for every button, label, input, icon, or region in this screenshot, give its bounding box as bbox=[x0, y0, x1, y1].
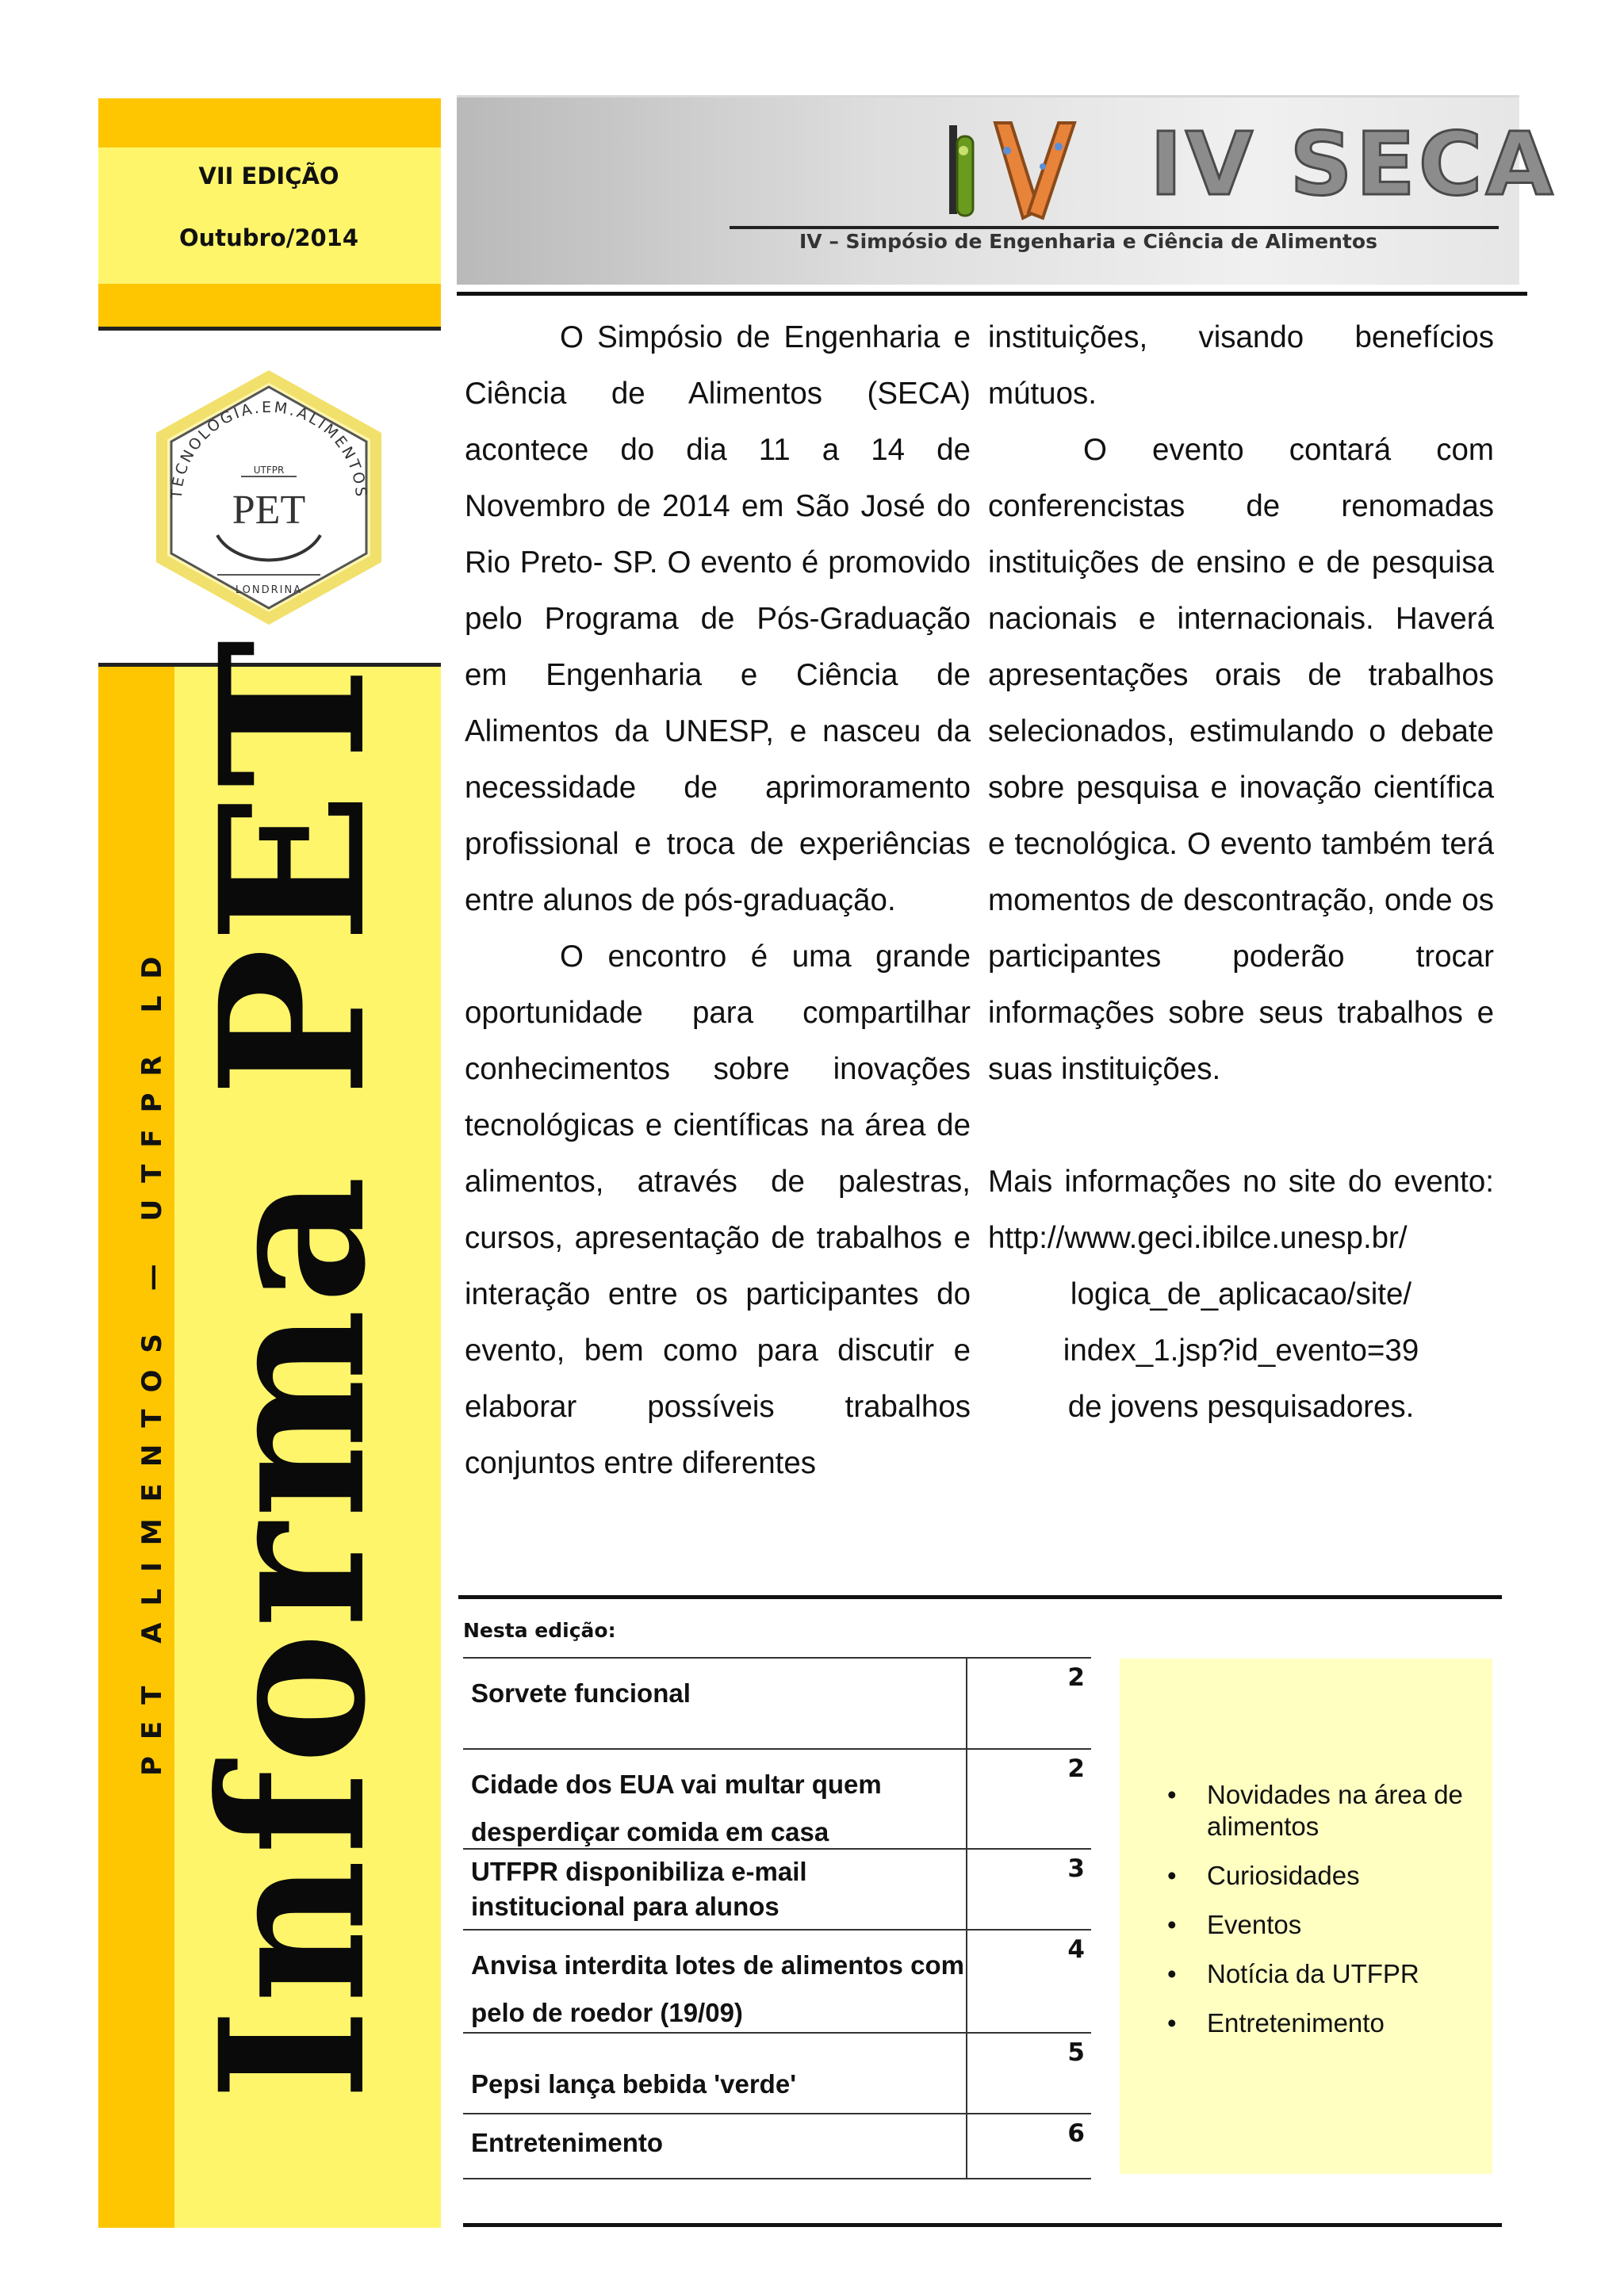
footer-rule bbox=[463, 2223, 1502, 2227]
toc-page: 2 bbox=[966, 1659, 1091, 1748]
banner-title: IV SECA bbox=[1150, 113, 1557, 215]
table-row[interactable] bbox=[463, 1850, 1091, 1931]
sidebar-top-band bbox=[98, 98, 441, 147]
toc-title: Entretenimento bbox=[471, 2128, 664, 2157]
toc-page: 2 bbox=[966, 1750, 1091, 1848]
bullet-icon: • bbox=[1167, 1861, 1177, 1890]
toc-page: 6 bbox=[966, 2114, 1091, 2178]
banner-subtitle: IV – Simpósio de Engenharia e Ciência de Alimentos bbox=[799, 230, 1377, 253]
toc-title: Sorvete funcional bbox=[471, 1678, 691, 1708]
toc-title: Cidade dos EUA vai multar quem desperdiçar comida em casa bbox=[471, 1770, 882, 1846]
toc-page: 3 bbox=[966, 1850, 1091, 1929]
toc-title: Pepsi lança bebida 'verde' bbox=[471, 2069, 797, 2099]
logo-institution: UTFPR bbox=[253, 465, 285, 476]
toc-title: Anvisa interdita lotes de alimentos com pelo de roedor (19/09) bbox=[471, 1950, 964, 2027]
topic-label: Curiosidades bbox=[1207, 1861, 1360, 1890]
article-column-1 bbox=[465, 309, 971, 1491]
topics-box bbox=[1120, 1659, 1492, 2174]
edition-date: Outubro/2014 bbox=[178, 224, 359, 251]
bullet-icon: • bbox=[1167, 1780, 1177, 1809]
article-paragraph: instituições, visando benefícios mútuos. bbox=[988, 320, 1494, 411]
contents-heading: Nesta edição: bbox=[463, 1619, 616, 1642]
test-tubes-icon bbox=[940, 119, 1146, 222]
url-line: index_1.jsp?id_evento=39 bbox=[1063, 1334, 1419, 1368]
article-paragraph: O evento contará com conferencistas de renomadas instituições de ensino e de pesquisa nacionais e internacionais. Haverá apresentações orais de trabalhos selecionados, estimulando o debate sobre pesquisa e inovação científica e tecnológica. O evento também terá momentos de descontração, onde os participantes poderão trocar informações sobre seus trabalhos e suas instituições. bbox=[988, 433, 1494, 1086]
logo-arc-text: TECNOLOGIA.EM.ALIMENTOS bbox=[167, 398, 370, 499]
pet-logo bbox=[98, 333, 439, 666]
bullet-icon: • bbox=[1167, 1910, 1177, 1939]
topic-label: Novidades na área de alimentos bbox=[1207, 1780, 1463, 1841]
sidebar-mid-band bbox=[98, 284, 441, 327]
edition-block bbox=[98, 163, 439, 286]
banner-rule bbox=[730, 226, 1499, 229]
list-item bbox=[1167, 2007, 1484, 2039]
article-paragraph: O encontro é uma grande oportunidade para compartilhar conhecimentos sobre inovações tecnológicas e científicas na área de alimentos, através de palestras, cursos, apresentação de trabalhos e interação entre os participantes do evento, bem como para discutir e elaborar possíveis trabalhos conjuntos entre diferentes bbox=[465, 939, 971, 1480]
header-rule bbox=[457, 292, 1527, 296]
section-rule bbox=[458, 1595, 1502, 1599]
topic-label: Eventos bbox=[1207, 1910, 1302, 1939]
sidebar-vertical-caption: PET ALIMENTOS — UTFPR LD bbox=[136, 939, 168, 1776]
list-item bbox=[1167, 1958, 1484, 1990]
article-paragraph: O Simpósio de Engenharia e Ciência de Alimentos (SECA) acontece do dia 11 a 14 de Novembro de 2014 em São José do Rio Preto- SP. O evento é promovido pelo Programa de Pós-Graduação em Engenharia e Ciência de Alimentos da UNESP, e nasceu da necessidade de aprimoramento profissional e troca de experiências entre alunos de pós-graduação. bbox=[465, 320, 971, 917]
toc-title: UTFPR disponibiliza e-mail institucional para alunos bbox=[471, 1857, 807, 1921]
toc-page: 5 bbox=[966, 2034, 1091, 2113]
article-column-2 bbox=[988, 309, 1494, 1435]
topic-label: Notícia da UTFPR bbox=[1207, 1959, 1419, 1988]
contents-table bbox=[463, 1657, 1091, 2179]
url-line: logica_de_aplicacao/site/ bbox=[1070, 1277, 1412, 1311]
list-item bbox=[1167, 1860, 1484, 1892]
logo-city: LONDRINA bbox=[235, 584, 303, 596]
spacer bbox=[988, 1097, 1494, 1154]
list-item bbox=[1167, 1779, 1484, 1843]
table-row[interactable] bbox=[463, 2034, 1091, 2114]
pet-logo-graphic bbox=[98, 333, 439, 666]
table-row[interactable] bbox=[463, 2114, 1091, 2179]
sidebar-divider bbox=[98, 327, 441, 331]
list-item bbox=[1167, 1909, 1484, 1941]
table-row[interactable] bbox=[463, 1659, 1091, 1750]
more-info: Mais informações no site do evento: http://www.geci.ibilce.unesp.br/ bbox=[988, 1165, 1494, 1255]
table-row[interactable] bbox=[463, 1931, 1091, 2034]
edition-label: VII EDIÇÃO bbox=[198, 163, 339, 189]
topic-label: Entretenimento bbox=[1207, 2008, 1385, 2038]
logo-name: PET bbox=[232, 488, 306, 533]
topics-list bbox=[1167, 1779, 1484, 2057]
bullet-icon: • bbox=[1167, 2008, 1177, 2038]
table-row[interactable] bbox=[463, 1750, 1091, 1850]
bullet-icon: • bbox=[1167, 1959, 1177, 1988]
newsletter-title: Informa PET bbox=[176, 635, 409, 2101]
url-line: de jovens pesquisadores. bbox=[1067, 1390, 1415, 1424]
toc-page: 4 bbox=[966, 1931, 1091, 2032]
